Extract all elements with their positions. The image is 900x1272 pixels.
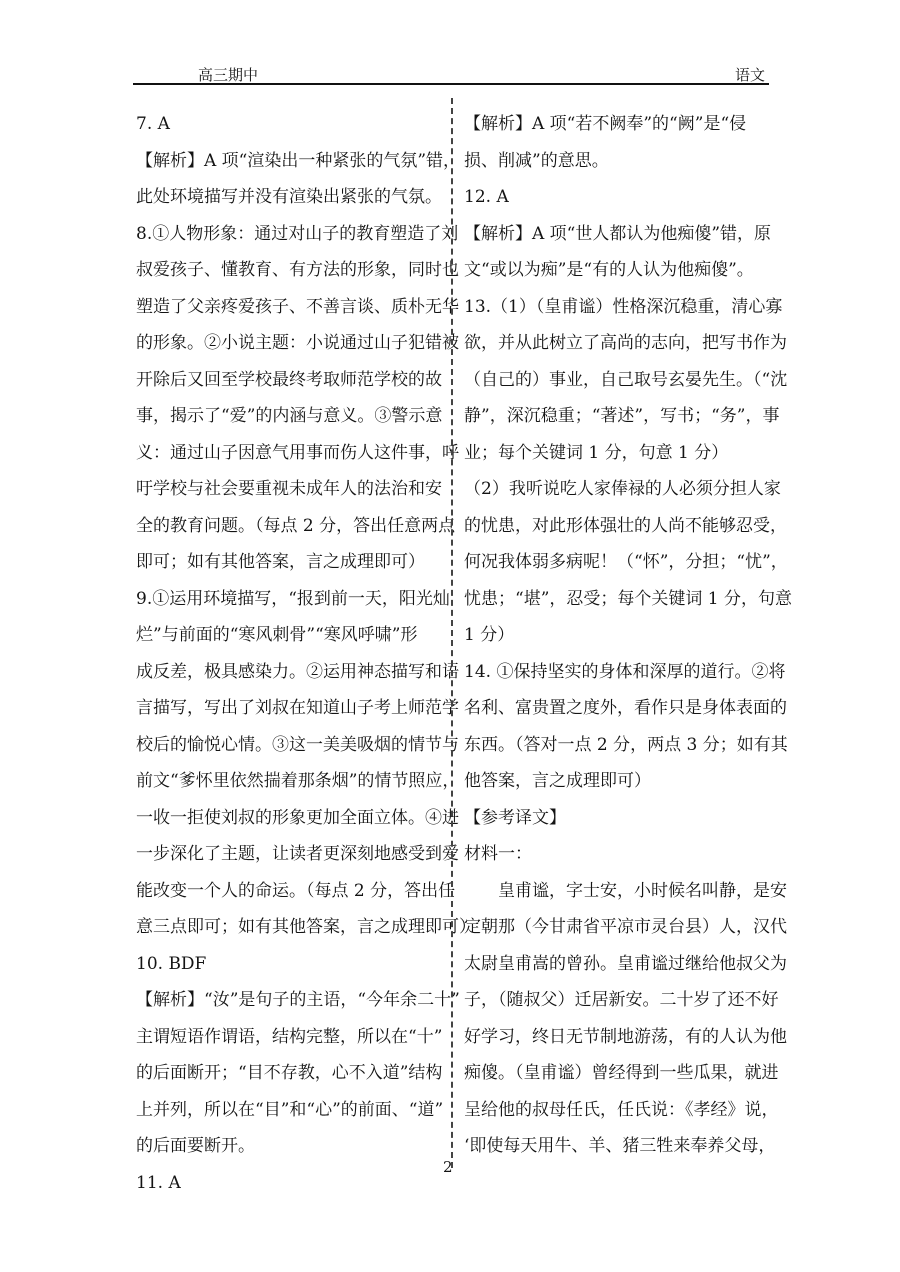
text-line: 的后面要断开。 — [136, 1136, 255, 1156]
text-line: 义：通过山子因意气用事而伤人这件事，呼 — [136, 442, 459, 463]
text-line: 定朝那（今甘肃省平凉市灵台县）人，汉代 — [464, 917, 787, 937]
text-line: 12. A — [464, 187, 509, 207]
text-line: 前文“爹怀里依然揣着那条烟”的情节照应， — [136, 771, 460, 791]
text-line: 【解析】A 项“若不阙奉”的“阙”是“侵 — [464, 114, 747, 134]
text-line: 【解析】A 项“世人都认为他痴傻”错，原 — [464, 223, 772, 244]
header-grade: 高三期中 — [198, 66, 259, 84]
text-line: 主谓短语作谓语，结构完整，所以在“十” — [136, 1026, 443, 1047]
text-line: 事，揭示了“爱”的内涵与意义。③警示意 — [136, 406, 443, 426]
text-line: 的忧患，对此形体强壮的人尚不能够忍受， — [464, 515, 787, 536]
text-line: 他答案，言之成理即可） — [464, 771, 651, 791]
text-line: 全的教育问题。（每点 2 分，答出任意两点 — [136, 515, 456, 536]
text-line: 能改变一个人的命运。（每点 2 分，答出任 — [136, 880, 456, 901]
text-line: 业；每个关键词 1 分，句意 1 分） — [464, 442, 729, 463]
text-line: 8.①人物形象：通过对山子的教育塑造了刘 — [136, 223, 459, 244]
text-line: 【参考译文】 — [464, 807, 566, 828]
text-line: 10. BDF — [136, 953, 207, 974]
text-line: 即可；如有其他答案，言之成理即可） — [136, 552, 425, 572]
text-line: 好学习，终日无节制地游荡，有的人认为他 — [464, 1026, 787, 1047]
text-line: ‘即使每天用牛、羊、猪三牲来奉养父母， — [464, 1136, 776, 1156]
left-column — [136, 106, 476, 1201]
text-line: 1 分） — [464, 625, 515, 645]
text-line: 的后面断开；“目不存教，心不入道”结构 — [136, 1063, 443, 1083]
text-line: 何况我体弱多病呢！（“怀”，分担；“忧”， — [464, 552, 788, 572]
text-line: 7. A — [136, 114, 170, 134]
header-subject: 语文 — [735, 66, 766, 84]
text-line: 【解析】“汝”是句子的主语，“今年余二十” — [136, 990, 460, 1010]
text-line: 意三点即可；如有其他答案，言之成理即可） — [136, 917, 476, 937]
text-line: 子，（随叔父）迁居新安。二十岁了还不好 — [464, 990, 779, 1010]
text-line: （自己的）事业，自己取号玄晏先生。（“沈 — [464, 369, 788, 390]
text-line: 一步深化了主题，让读者更深刻地感受到爱 — [136, 844, 459, 864]
text-line: 吁学校与社会要重视未成年人的法治和安 — [136, 479, 442, 499]
text-line: 损、削减”的意思。 — [464, 150, 609, 171]
column-divider — [451, 98, 453, 1168]
text-line: 静”，深沉稳重；“著述”，写书；“务”，事 — [464, 406, 780, 426]
text-line: 13.（1）（皇甫谧）性格深沉稳重，清心寡 — [464, 296, 783, 317]
text-line: 【解析】A 项“渲染出一种紧张的气氛”错， — [136, 150, 461, 171]
text-line: 言描写，写出了刘叔在知道山子考上师范学 — [136, 698, 459, 718]
text-line: 一收一拒使刘叔的形象更加全面立体。④进 — [136, 807, 459, 828]
text-line: 痴傻。（皇甫谧）曾经得到一些瓜果，就进 — [464, 1063, 779, 1083]
text-line: 校后的愉悦心情。③这一美美吸烟的情节与 — [136, 734, 459, 755]
text-line: 文“或以为痴”是“有的人认为他痴傻”。 — [464, 260, 754, 280]
text-line: 11. A — [136, 1172, 181, 1193]
text-line: 欲，并从此树立了高尚的志向，把写书作为 — [464, 333, 787, 353]
text-line: 皇甫谧，字士安，小时候名叫静，是安 — [498, 880, 787, 901]
text-line: 名利、富贵置之度外，看作只是身体表面的 — [464, 698, 787, 718]
text-line: 14. ①保持坚实的身体和深厚的道行。②将 — [464, 661, 786, 682]
text-line: 此处环境描写并没有渲染出紧张的气氛。 — [136, 187, 442, 207]
text-line: 的形象。②小说主题：小说通过山子犯错被 — [136, 333, 459, 353]
text-line: 上并列，所以在“目”和“心”的前面、“道” — [136, 1099, 444, 1120]
text-line: 材料一： — [464, 844, 532, 864]
text-line: 东西。（答对一点 2 分，两点 3 分；如有其 — [464, 734, 788, 755]
text-line: 9.①运用环境描写，“报到前一天，阳光灿 — [136, 588, 450, 609]
text-line: 叔爱孩子、懂教育、有方法的形象，同时也 — [136, 260, 459, 280]
header-rule — [133, 83, 769, 85]
text-line: （2）我听说吃人家俸禄的人必须分担人家 — [464, 479, 781, 499]
text-line: 成反差，极具感染力。②运用神态描写和语 — [136, 661, 459, 682]
right-column — [464, 106, 793, 1165]
text-line: 太尉皇甫嵩的曾孙。皇甫谧过继给他叔父为 — [464, 953, 787, 974]
page-number: 2 — [443, 1158, 453, 1176]
text-line: 呈给他的叔母任氏，任氏说：《孝经》说， — [464, 1099, 779, 1120]
text-line: 塑造了父亲疼爱孩子、不善言谈、质朴无华 — [136, 296, 459, 317]
text-line: 开除后又回至学校最终考取师范学校的故 — [136, 369, 442, 390]
text-line: 烂”与前面的“寒风刺骨”“寒风呼啸”形 — [136, 625, 418, 645]
text-line: 忧患；“堪”，忍受；每个关键词 1 分，句意 — [464, 588, 793, 609]
